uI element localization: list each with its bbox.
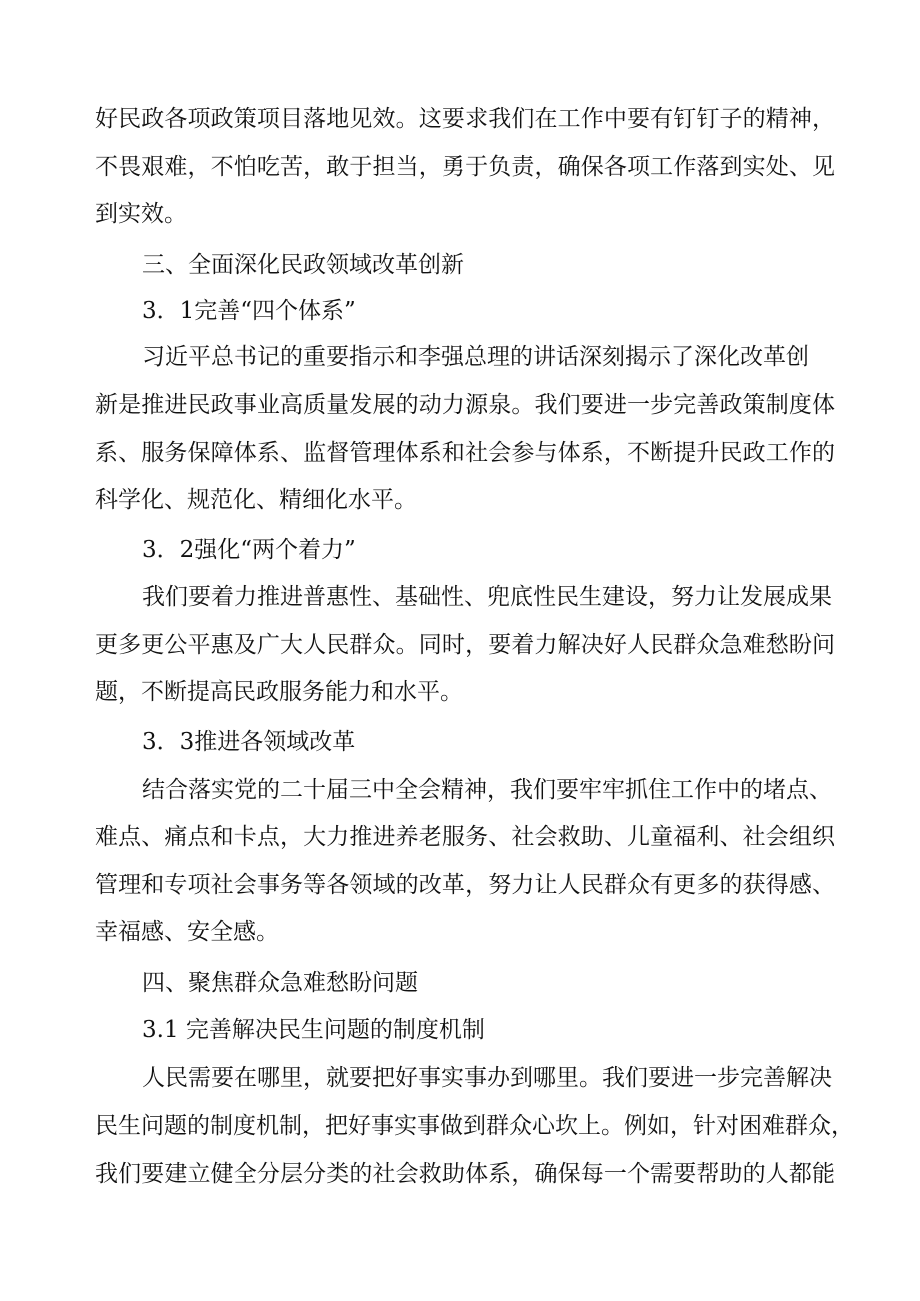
paragraph-line: 题，不断提高民政服务能力和水平。 xyxy=(95,679,463,705)
paragraph-line: 我们要建立健全分层分类的社会救助体系，确保每一个需要帮助的人都能 xyxy=(95,1161,835,1187)
paragraph-line: 民生问题的制度机制，把好事实事做到群众心坎上。例如，针对困难群众， xyxy=(95,1113,854,1139)
paragraph-line: 我们要着力推进普惠性、基础性、兜底性民生建设，努力让发展成果 xyxy=(142,584,832,610)
subsection-heading: 3．1完善“四个体系” xyxy=(142,298,356,324)
subsection-heading: 3．3推进各领域改革 xyxy=(142,729,356,755)
section-heading: 四、聚焦群众急难愁盼问题 xyxy=(142,970,418,996)
paragraph-line: 习近平总书记的重要指示和李强总理的讲话深刻揭示了深化改革创 xyxy=(142,344,809,370)
paragraph-line: 到实效。 xyxy=(95,201,187,227)
section-heading: 三、全面深化民政领域改革创新 xyxy=(142,252,464,278)
paragraph-line: 好民政各项政策项目落地见效。这要求我们在工作中要有钉钉子的精神， xyxy=(95,106,835,132)
paragraph-line: 难点、痛点和卡点，大力推进养老服务、社会救助、儿童福利、社会组织 xyxy=(95,824,835,850)
paragraph-line: 结合落实党的二十届三中全会精神，我们要牢牢抓住工作中的堵点、 xyxy=(142,777,832,803)
paragraph-line: 不畏艰难，不怕吃苦，敢于担当，勇于负责，确保各项工作落到实处、见 xyxy=(95,154,835,180)
paragraph-line: 更多更公平惠及广大人民群众。同时，要着力解决好人民群众急难愁盼问 xyxy=(95,632,835,658)
paragraph-line: 管理和专项社会事务等各领域的改革，努力让人民群众有更多的获得感、 xyxy=(95,872,835,898)
paragraph-line: 幸福感、安全感。 xyxy=(95,919,279,945)
paragraph-line: 科学化、规范化、精细化水平。 xyxy=(95,487,417,513)
subsection-heading: 3．2强化“两个着力” xyxy=(142,537,356,563)
paragraph-line: 人民需要在哪里，就要把好事实事办到哪里。我们要进一步完善解决 xyxy=(142,1065,832,1091)
subsection-heading: 3.1 完善解决民生问题的制度机制 xyxy=(142,1017,485,1043)
paragraph-line: 新是推进民政事业高质量发展的动力源泉。我们要进一步完善政策制度体 xyxy=(95,392,835,418)
paragraph-line: 系、服务保障体系、监督管理体系和社会参与体系，不断提升民政工作的 xyxy=(95,440,835,466)
